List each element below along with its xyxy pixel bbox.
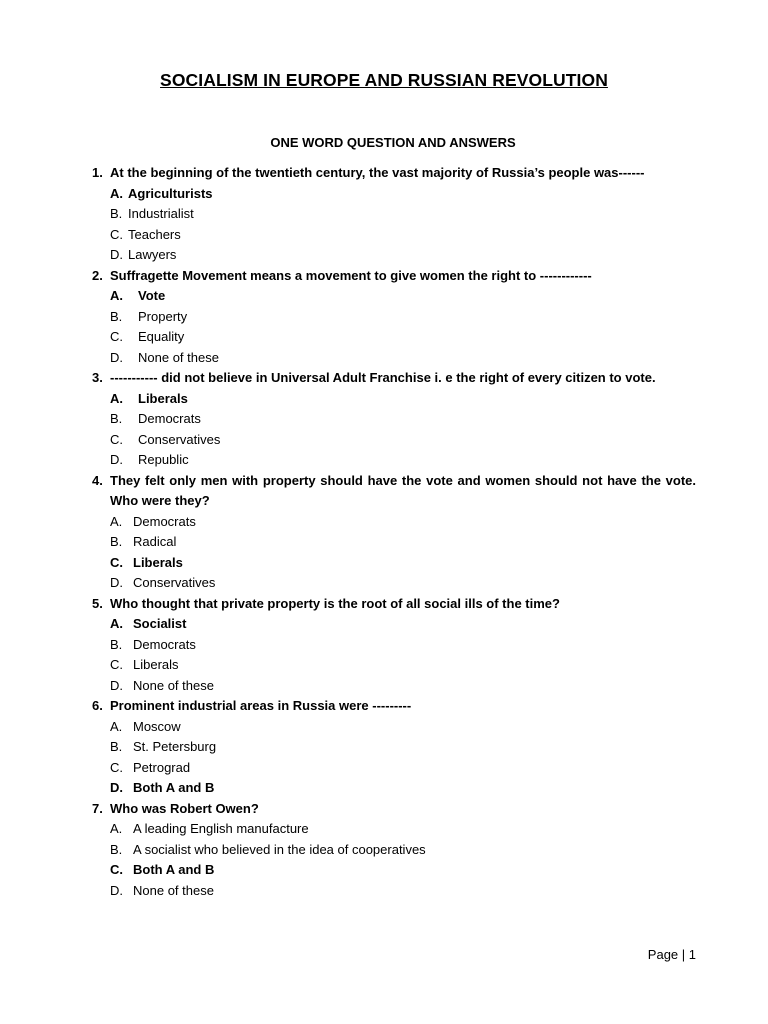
option-letter: B. — [110, 841, 123, 857]
option-text: Equality — [138, 329, 185, 344]
question-text: ----------- did not believe in Universal Adult Franchise i. e the right of every citizen to vote. — [110, 370, 656, 385]
option-text: Vote — [138, 288, 166, 303]
option-letter: A. — [110, 288, 123, 303]
answer-option — [92, 512, 696, 533]
option-text: Conservatives — [138, 431, 221, 447]
answer-option-correct — [92, 614, 696, 635]
answer-option — [92, 450, 696, 471]
option-text: Moscow — [133, 718, 181, 734]
answer-option — [92, 573, 696, 594]
question-text: Who thought that private property is the root of all social ills of the time? — [110, 595, 560, 611]
answer-option-correct — [92, 778, 696, 799]
answer-option — [92, 737, 696, 758]
option-text: Democrats — [133, 513, 196, 529]
answer-option — [92, 409, 696, 430]
question-3 — [92, 368, 696, 389]
question-number: 2. — [92, 267, 103, 283]
question-text: Who was Robert Owen? — [110, 800, 259, 816]
answer-option-correct — [92, 389, 696, 410]
answer-option — [92, 758, 696, 779]
option-text: A socialist who believed in the idea of cooperatives — [133, 841, 426, 857]
option-letter: D. — [110, 452, 123, 467]
option-text: Socialist — [133, 616, 187, 631]
document-title: SOCIALISM IN EUROPE AND RUSSIAN REVOLUTION — [160, 70, 608, 90]
option-letter: C. — [110, 554, 123, 570]
option-letter: D. — [110, 247, 123, 262]
question-text: They felt only men with property should have the vote and women should not have the vote. Who were they? — [110, 472, 696, 508]
question-number: 1. — [92, 165, 103, 180]
option-letter: A. — [110, 616, 123, 631]
option-letter: A. — [110, 513, 123, 529]
option-letter: D. — [110, 575, 123, 590]
option-text: Both A and B — [133, 862, 215, 877]
question-number: 3. — [92, 370, 103, 385]
answer-option-correct — [92, 860, 696, 881]
option-text: Property — [138, 308, 188, 324]
question-2 — [92, 266, 696, 287]
option-letter: B. — [110, 411, 123, 426]
answer-option — [92, 307, 696, 328]
option-letter: B. — [110, 534, 123, 549]
answer-option — [92, 204, 696, 225]
answer-option — [92, 717, 696, 738]
question-number: 4. — [92, 472, 103, 488]
question-number: 6. — [92, 698, 103, 713]
answer-option — [92, 430, 696, 451]
option-letter: A. — [110, 390, 123, 406]
question-6 — [92, 696, 696, 717]
option-text: Industrialist — [128, 206, 194, 221]
question-text: Prominent industrial areas in Russia were --------- — [110, 698, 412, 713]
option-text: Conservatives — [133, 575, 216, 590]
option-text: Liberals — [133, 657, 179, 672]
answer-option — [92, 655, 696, 676]
option-text: St. Petersburg — [133, 739, 217, 754]
answer-option — [92, 245, 696, 266]
question-number: 7. — [92, 800, 103, 816]
option-letter: B. — [110, 739, 123, 754]
option-letter: C. — [110, 657, 123, 672]
answer-option — [92, 840, 696, 861]
option-text: Democrats — [133, 636, 196, 652]
option-letter: D. — [110, 780, 123, 795]
option-letter: D. — [110, 349, 123, 365]
question-5 — [92, 594, 696, 615]
option-text: Both A and B — [133, 780, 215, 795]
option-letter: A. — [110, 185, 123, 201]
option-text: Petrograd — [133, 759, 191, 775]
answer-option — [92, 676, 696, 697]
option-text: None of these — [133, 677, 214, 693]
option-text: Democrats — [138, 411, 201, 426]
option-letter: B. — [110, 206, 123, 221]
option-letter: D. — [110, 882, 123, 898]
answer-option-correct — [92, 184, 696, 205]
option-text: Teachers — [128, 226, 181, 242]
answer-option-correct — [92, 286, 696, 307]
option-letter: B. — [110, 636, 123, 652]
answer-option — [92, 635, 696, 656]
option-letter: C. — [110, 329, 123, 344]
answer-option — [92, 819, 696, 840]
answer-option-correct — [92, 553, 696, 574]
question-4 — [92, 471, 696, 512]
question-number: 5. — [92, 595, 103, 611]
option-letter: C. — [110, 431, 123, 447]
answer-option — [92, 225, 696, 246]
option-letter: C. — [110, 226, 123, 242]
option-text: Liberals — [138, 390, 188, 406]
answer-option — [92, 881, 696, 902]
option-text: Liberals — [133, 554, 183, 570]
option-letter: D. — [110, 677, 123, 693]
option-text: Radical — [133, 534, 177, 549]
question-1 — [92, 163, 696, 184]
question-text: Suffragette Movement means a movement to give women the right to ------------ — [110, 267, 592, 283]
option-text: None of these — [133, 882, 214, 898]
document-subtitle: ONE WORD QUESTION AND ANSWERS — [270, 135, 516, 150]
question-text: At the beginning of the twentieth century, the vast majority of Russia’s people was------ — [110, 165, 645, 180]
option-letter: C. — [110, 862, 123, 877]
option-letter: A. — [110, 821, 123, 836]
option-letter: C. — [110, 759, 123, 775]
option-text: Agriculturists — [128, 185, 213, 201]
option-letter: A. — [110, 718, 123, 734]
answer-option — [92, 327, 696, 348]
option-letter: B. — [110, 308, 123, 324]
answer-option — [92, 348, 696, 369]
option-text: Republic — [138, 452, 189, 467]
option-text: None of these — [138, 349, 219, 365]
question-7 — [92, 799, 696, 820]
option-text: A leading English manufacture — [133, 821, 309, 836]
question-list — [92, 163, 696, 901]
answer-option — [92, 532, 696, 553]
option-text: Lawyers — [128, 247, 177, 262]
page-number: Page | 1 — [647, 947, 696, 962]
